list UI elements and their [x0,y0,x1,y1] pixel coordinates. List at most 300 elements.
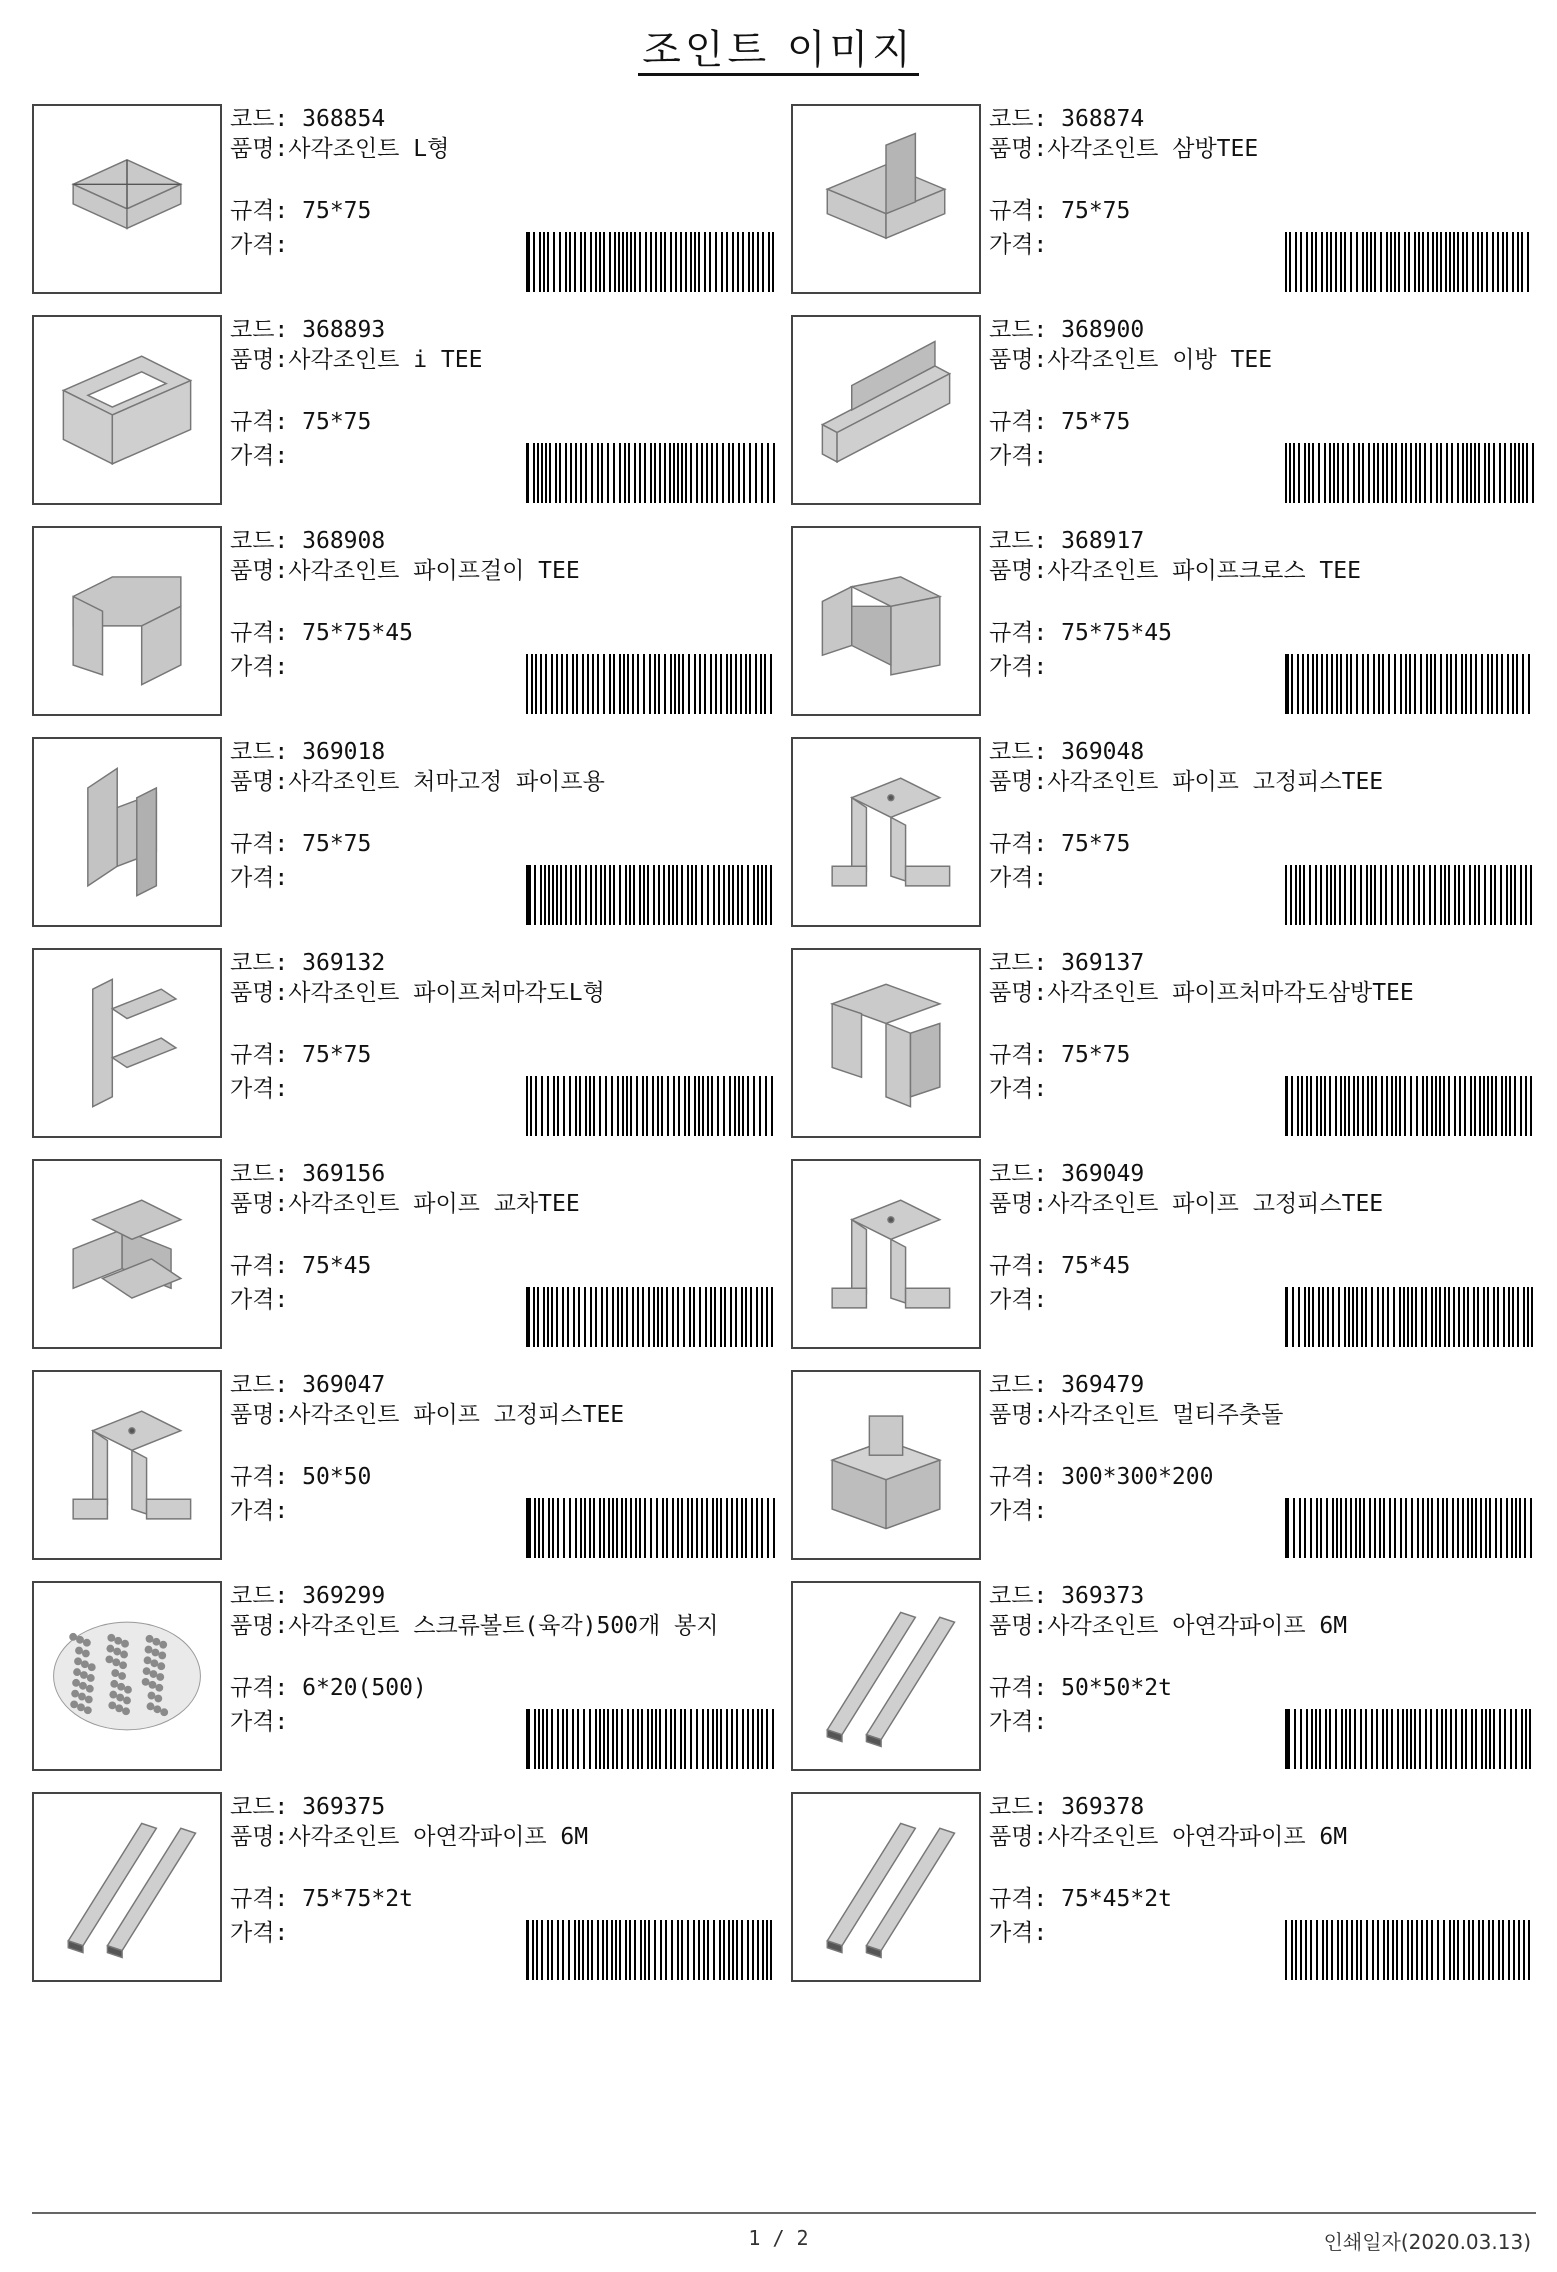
code-value: 368900 [1061,317,1145,343]
product-row [32,315,1536,526]
code-value: 368854 [302,106,386,132]
name-value: 사각조인트 스크류볼트(육각)500개 봉지 [288,1613,719,1639]
name-line [989,134,1529,164]
name-value: 사각조인트 i TEE [288,347,483,373]
product-image [32,1159,222,1349]
price-label: 가격: [989,1709,1048,1735]
pipe-cross-bracket-icon [34,1161,220,1347]
price-line [989,441,1047,471]
price-line [230,1918,288,1948]
spec-label: 규격: [989,1675,1062,1701]
barcode [1285,232,1535,292]
product-image [791,315,981,505]
product-card [791,1792,1541,1982]
product-card [32,1370,782,1560]
product-image [32,1581,222,1771]
name-line [989,1400,1529,1430]
square-pipe-icon [34,1794,220,1980]
code-value: 368893 [302,317,386,343]
code-value: 369132 [302,950,386,976]
code-label: 코드: [989,1794,1062,1820]
product-card [32,315,782,505]
code-value: 369018 [302,739,386,765]
barcode [526,1076,776,1136]
spec-value: 75*75*45 [302,620,413,646]
barcode [526,1498,776,1558]
product-image [32,1370,222,1560]
name-label: 품명: [230,1613,289,1639]
product-card [32,1581,782,1771]
name-value: 사각조인트 파이프크로스 TEE [1047,558,1361,584]
code-line [989,737,1144,767]
pipe-fix-tee-icon [793,739,979,925]
product-card [32,1792,782,1982]
name-value: 사각조인트 아연각파이프 6M [1047,1824,1348,1850]
price-line [989,230,1047,260]
spec-line [989,407,1130,437]
product-info [230,1370,780,1560]
pipe-cross-tee-icon [793,528,979,714]
spec-label: 규격: [230,1253,303,1279]
product-card [32,104,782,294]
price-label: 가격: [989,654,1048,680]
spec-value: 75*75 [1061,831,1131,857]
spec-value: 50*50*2t [1061,1675,1172,1701]
price-label: 가격: [989,1498,1048,1524]
product-image [791,948,981,1138]
name-line [989,345,1529,375]
product-image [791,1159,981,1349]
product-info [230,104,780,294]
name-label: 품명: [230,1402,289,1428]
name-line [230,1400,770,1430]
price-label: 가격: [989,1920,1048,1946]
product-info [989,1581,1539,1771]
spec-label: 규격: [989,1464,1062,1490]
spec-value: 75*75 [302,1042,372,1068]
code-value: 369156 [302,1161,386,1187]
code-label: 코드: [989,317,1062,343]
price-label: 가격: [989,443,1048,469]
name-value: 사각조인트 아연각파이프 6M [288,1824,589,1850]
spec-line [989,1040,1130,1070]
price-line [989,1496,1047,1526]
code-label: 코드: [230,106,303,132]
name-value: 사각조인트 파이프 교차TEE [288,1191,580,1217]
product-info [989,1159,1539,1349]
code-label: 코드: [230,1794,303,1820]
three-way-tee-icon [793,106,979,292]
barcode [526,232,776,292]
name-label: 품명: [989,136,1048,162]
name-label: 품명: [230,769,289,795]
name-value: 사각조인트 파이프처마각도삼방TEE [1047,980,1414,1006]
pipe-fix-tee-icon [793,1161,979,1347]
i-tee-icon [34,317,220,503]
code-line [230,737,385,767]
name-label: 품명: [230,1191,289,1217]
product-card [791,315,1541,505]
name-label: 품명: [230,136,289,162]
code-value: 369378 [1061,1794,1145,1820]
product-card [791,948,1541,1138]
spec-line [230,1884,413,1914]
name-value: 사각조인트 파이프걸이 TEE [288,558,580,584]
spec-value: 50*50 [302,1464,372,1490]
product-row [32,526,1536,737]
price-label: 가격: [230,443,289,469]
pipe-hanger-tee-icon [34,528,220,714]
product-image [32,104,222,294]
footer-divider [32,2212,1536,2214]
price-label: 가격: [230,1709,289,1735]
spec-value: 75*75 [1061,409,1131,435]
code-label: 코드: [989,1583,1062,1609]
eave-fix-icon [34,739,220,925]
page-number: 1 / 2 [748,2226,809,2250]
barcode [1285,443,1535,503]
spec-line [230,1040,371,1070]
name-label: 품명: [989,1191,1048,1217]
name-line [230,1822,770,1852]
name-line [230,978,770,1008]
code-value: 369137 [1061,950,1145,976]
name-label: 품명: [989,1613,1048,1639]
name-value: 사각조인트 삼방TEE [1047,136,1259,162]
l-joint-icon [34,106,220,292]
code-line [989,315,1144,345]
code-line [989,1159,1144,1189]
name-value: 사각조인트 파이프 고정피스TEE [1047,1191,1384,1217]
code-label: 코드: [989,739,1062,765]
price-label: 가격: [989,232,1048,258]
barcode [526,654,776,714]
product-card [791,104,1541,294]
product-info [989,948,1539,1138]
spec-value: 300*300*200 [1061,1464,1214,1490]
price-line [230,1285,288,1315]
product-info [230,1581,780,1771]
name-line [989,1611,1529,1641]
product-row [32,1792,1536,2003]
name-label: 품명: [989,347,1048,373]
barcode [1285,865,1535,925]
product-info [989,104,1539,294]
product-card [791,526,1541,716]
code-line [230,1159,385,1189]
product-info [230,1792,780,1982]
product-image [791,104,981,294]
square-pipe-icon [793,1794,979,1980]
barcode [526,443,776,503]
pipe-fix-tee-icon [34,1372,220,1558]
spec-value: 75*75 [302,409,372,435]
price-label: 가격: [230,654,289,680]
price-line [230,1496,288,1526]
spec-label: 규격: [230,1042,303,1068]
spec-label: 규격: [230,620,303,646]
code-line [230,104,385,134]
product-info [989,1370,1539,1560]
price-label: 가격: [230,1076,289,1102]
product-image [32,315,222,505]
price-line [989,863,1047,893]
code-value: 368874 [1061,106,1145,132]
product-image [791,1581,981,1771]
barcode [526,1287,776,1347]
name-label: 품명: [230,1824,289,1850]
code-label: 코드: [989,528,1062,554]
square-pipe-icon [793,1583,979,1769]
name-line [989,1822,1529,1852]
code-line [230,526,385,556]
barcode [526,1709,776,1769]
code-value: 369375 [302,1794,386,1820]
name-line [230,345,770,375]
barcode [1285,1287,1535,1347]
spec-label: 규격: [230,1886,303,1912]
name-label: 품명: [989,1402,1048,1428]
spec-line [989,829,1130,859]
product-info [230,526,780,716]
spec-value: 75*75 [1061,1042,1131,1068]
code-value: 369299 [302,1583,386,1609]
code-line [989,104,1144,134]
code-value: 369047 [302,1372,386,1398]
product-card [791,1159,1541,1349]
name-label: 품명: [989,558,1048,584]
name-value: 사각조인트 이방 TEE [1047,347,1273,373]
code-line [230,1792,385,1822]
price-line [230,230,288,260]
spec-value: 75*75*2t [302,1886,413,1912]
name-line [230,1189,770,1219]
code-value: 369373 [1061,1583,1145,1609]
code-value: 368908 [302,528,386,554]
code-label: 코드: [989,1161,1062,1187]
name-line [989,556,1529,586]
name-label: 품명: [989,980,1048,1006]
price-line [989,1074,1047,1104]
price-line [989,1918,1047,1948]
product-row [32,948,1536,1159]
product-card [791,737,1541,927]
barcode [1285,1920,1535,1980]
product-grid [32,104,1536,2003]
code-label: 코드: [230,1161,303,1187]
name-label: 품명: [989,769,1048,795]
code-line [989,1581,1144,1611]
code-line [230,315,385,345]
price-label: 가격: [230,1498,289,1524]
product-info [989,737,1539,927]
spec-value: 6*20(500) [302,1675,427,1701]
name-value: 사각조인트 파이프 고정피스TEE [1047,769,1384,795]
price-label: 가격: [989,1076,1048,1102]
print-date: 인쇄일자(2020.03.13) [1323,2230,1531,2254]
code-line [230,948,385,978]
price-line [230,863,288,893]
spec-label: 규격: [230,1675,303,1701]
product-image [791,1370,981,1560]
spec-value: 75*75*45 [1061,620,1172,646]
product-row [32,737,1536,948]
barcode [1285,1709,1535,1769]
product-row [32,1370,1536,1581]
name-value: 사각조인트 파이프 고정피스TEE [288,1402,625,1428]
barcode [1285,1076,1535,1136]
product-image [32,737,222,927]
foundation-block-icon [793,1372,979,1558]
spec-value: 75*45*2t [1061,1886,1172,1912]
product-card [791,1370,1541,1560]
code-label: 코드: [230,950,303,976]
name-value: 사각조인트 멀티주춧돌 [1047,1402,1284,1428]
spec-line [989,1673,1172,1703]
spec-line [989,1251,1130,1281]
price-line [989,1707,1047,1737]
price-line [230,652,288,682]
code-label: 코드: [230,739,303,765]
product-image [32,526,222,716]
name-line [989,767,1529,797]
product-info [989,526,1539,716]
spec-line [230,829,371,859]
product-image [791,526,981,716]
barcode [526,1920,776,1980]
barcode [1285,654,1535,714]
price-label: 가격: [230,1920,289,1946]
product-card [32,1159,782,1349]
code-label: 코드: [230,1372,303,1398]
product-info [230,737,780,927]
name-line [989,978,1529,1008]
eave-angle-l-icon [34,950,220,1136]
price-line [230,441,288,471]
name-label: 품명: [230,347,289,373]
code-label: 코드: [230,1583,303,1609]
spec-value: 75*75 [302,831,372,857]
name-label: 품명: [230,980,289,1006]
name-label: 품명: [230,558,289,584]
spec-label: 규격: [230,831,303,857]
spec-line [989,1462,1213,1492]
spec-value: 75*75 [302,198,372,224]
product-info [989,315,1539,505]
spec-label: 규격: [230,198,303,224]
spec-line [230,407,371,437]
spec-label: 규격: [989,1042,1062,1068]
code-label: 코드: [989,106,1062,132]
code-line [989,526,1144,556]
price-line [230,1074,288,1104]
code-value: 368917 [1061,528,1145,554]
code-label: 코드: [989,1372,1062,1398]
spec-label: 규격: [989,1253,1062,1279]
product-card [32,737,782,927]
name-label: 품명: [989,1824,1048,1850]
name-line [230,134,770,164]
spec-line [230,1673,427,1703]
spec-line [230,618,413,648]
price-line [989,652,1047,682]
price-line [230,1707,288,1737]
product-row [32,104,1536,315]
product-image [32,948,222,1138]
price-label: 가격: [230,865,289,891]
spec-label: 규격: [989,831,1062,857]
spec-label: 규격: [989,1886,1062,1912]
spec-value: 75*45 [302,1253,372,1279]
product-row [32,1159,1536,1370]
code-value: 369048 [1061,739,1145,765]
name-line [989,1189,1529,1219]
product-image [791,737,981,927]
spec-line [230,1462,371,1492]
code-label: 코드: [989,950,1062,976]
price-label: 가격: [989,865,1048,891]
screw-bag-icon [34,1583,220,1769]
code-line [989,1792,1144,1822]
code-line [230,1581,385,1611]
eave-angle-three-way-icon [793,950,979,1136]
code-label: 코드: [230,528,303,554]
code-line [230,1370,385,1400]
price-label: 가격: [989,1287,1048,1313]
spec-label: 규격: [230,1464,303,1490]
name-line [230,1611,770,1641]
name-value: 사각조인트 파이프처마각도L형 [288,980,605,1006]
spec-label: 규격: [989,409,1062,435]
price-line [989,1285,1047,1315]
spec-value: 75*45 [1061,1253,1131,1279]
code-value: 369049 [1061,1161,1145,1187]
spec-line [230,1251,371,1281]
barcode [526,865,776,925]
product-image [791,1792,981,1982]
code-line [989,948,1144,978]
price-label: 가격: [230,1287,289,1313]
spec-line [989,196,1130,226]
name-value: 사각조인트 처마고정 파이프용 [288,769,605,795]
product-info [989,1792,1539,1982]
product-image [32,1792,222,1982]
spec-label: 규격: [230,409,303,435]
code-label: 코드: [230,317,303,343]
spec-label: 규격: [989,198,1062,224]
product-info [230,948,780,1138]
page-title: 조인트 이미지 [0,18,1557,75]
name-line [230,556,770,586]
product-info [230,315,780,505]
code-line [989,1370,1144,1400]
spec-line [989,618,1172,648]
price-label: 가격: [230,232,289,258]
spec-line [989,1884,1172,1914]
barcode [1285,1498,1535,1558]
product-card [791,1581,1541,1771]
product-card [32,526,782,716]
spec-value: 75*75 [1061,198,1131,224]
product-info [230,1159,780,1349]
name-value: 사각조인트 L형 [288,136,450,162]
two-way-tee-icon [793,317,979,503]
code-value: 369479 [1061,1372,1145,1398]
spec-line [230,196,371,226]
name-line [230,767,770,797]
product-row [32,1581,1536,1792]
name-value: 사각조인트 아연각파이프 6M [1047,1613,1348,1639]
